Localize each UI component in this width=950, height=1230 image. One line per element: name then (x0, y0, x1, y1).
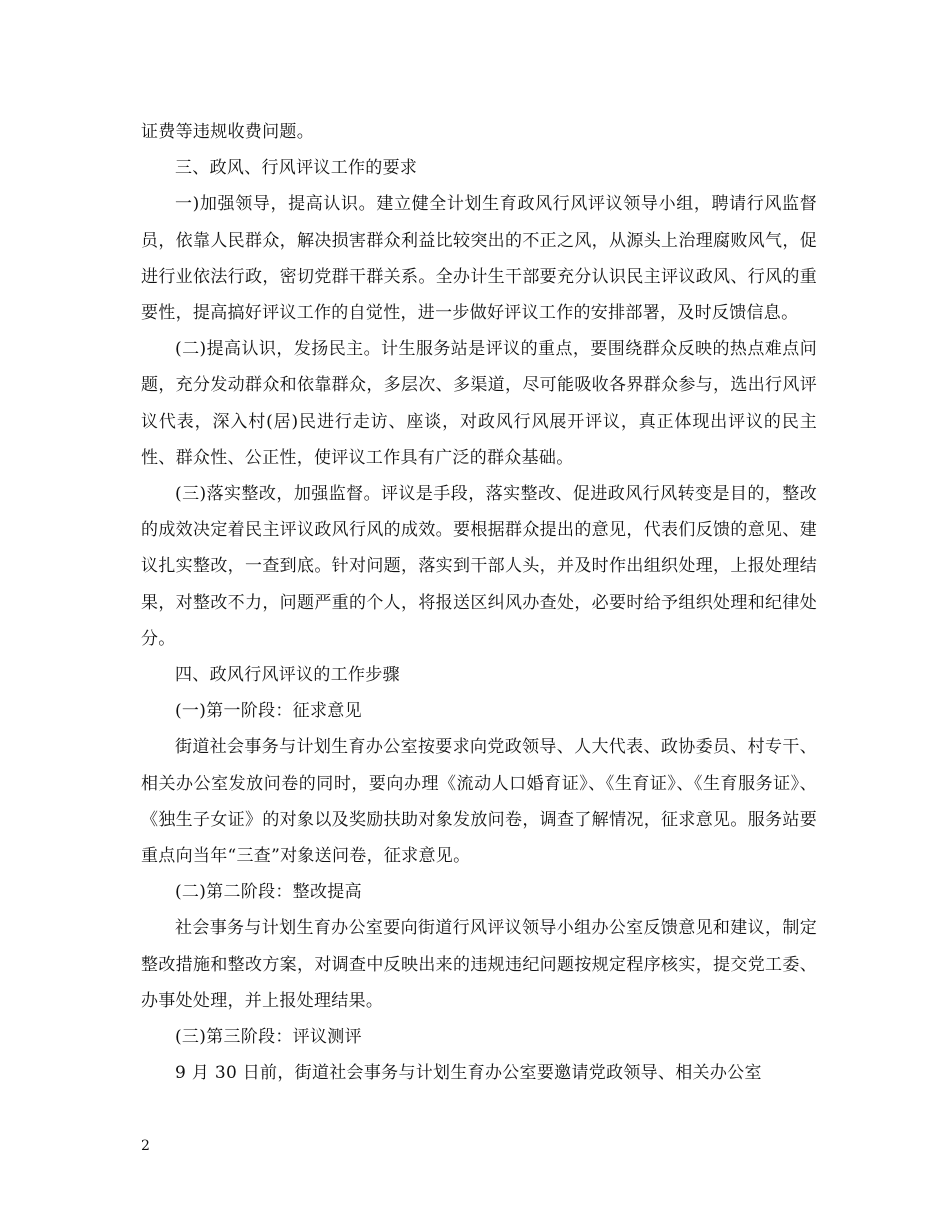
paragraph-continuation: 证费等违规收费问题。 (141, 122, 314, 142)
paragraph-rectification-supervision: (三)落实整改，加强监督。评议是手段，落实整改、促进政风行风转变是目的，整改的成效决定着民主评议政风行风的成效。要根据群众提出的意见，代表们反馈的意见、建议扎实整改，一查到底。针对问题，落实到干部人头，并及时作出组织处理，上报处理结果，对整改不力，问题严重的个人，将报送区纠风办查处，必要时给予组织处理和纪律处分。 (141, 484, 817, 649)
paragraph-stage-three: 9 月 30 日前，街道社会事务与计划生育办公室要邀请党政领导、相关办公室 (175, 1063, 762, 1084)
subheading-stage-two: (二)第二阶段：整改提高 (175, 882, 362, 903)
section-heading-work-steps: 四、政风行风评议的工作步骤 (175, 665, 400, 686)
subheading-stage-three: (三)第三阶段：评议测评 (175, 1027, 362, 1048)
paragraph-stage-one: 街道社会事务与计划生育办公室按要求向党政领导、人大代表、政协委员、村专干、相关办公室发放问卷的同时，要向办理《流动人口婚育证》、《生育证》、《生育服务证》、《独生子女证》的对象以及奖励扶助对象发放问卷，调查了解情况，征求意见。服务站要重点向当年“三查”对象送问卷，征求意见。 (141, 737, 817, 867)
paragraph-promote-democracy: (二)提高认识，发扬民主。计生服务站是评议的重点，要围绕群众反映的热点难点问题，充分发动群众和依靠群众，多层次、多渠道，尽可能吸收各界群众参与，选出行风评议代表，深入村(居)民进行走访、座谈，对政风行风展开评议，真正体现出评议的民主性、群众性、公正性，使评议工作具有广泛的群众基础。 (141, 339, 817, 468)
subheading-stage-one: (一)第一阶段：征求意见 (175, 701, 362, 722)
section-heading-requirements: 三、政风、行风评议工作的要求 (175, 158, 418, 179)
paragraph-strengthen-leadership: 一)加强领导，提高认识。建立健全计划生育政风行风评议领导小组，聘请行风监督员，依靠人民群众，解决损害群众利益比较突出的不正之风，从源头上治理腐败风气，促进行业依法行政，密切党群干群关系。全办计生干部要充分认识民主评议政风、行风的重要性，提高搞好评议工作的自觉性，进一步做好评议工作的安排部署，及时反馈信息。 (141, 194, 817, 324)
paragraph-stage-two: 社会事务与计划生育办公室要向街道行风评议领导小组办公室反馈意见和建议，制定整改措施和整改方案，对调查中反映出来的违规违纪问题按规定程序核实，提交党工委、办事处处理，并上报处理结果。 (141, 918, 817, 1011)
document-body (141, 114, 817, 1091)
page-number: 2 (141, 1138, 150, 1154)
